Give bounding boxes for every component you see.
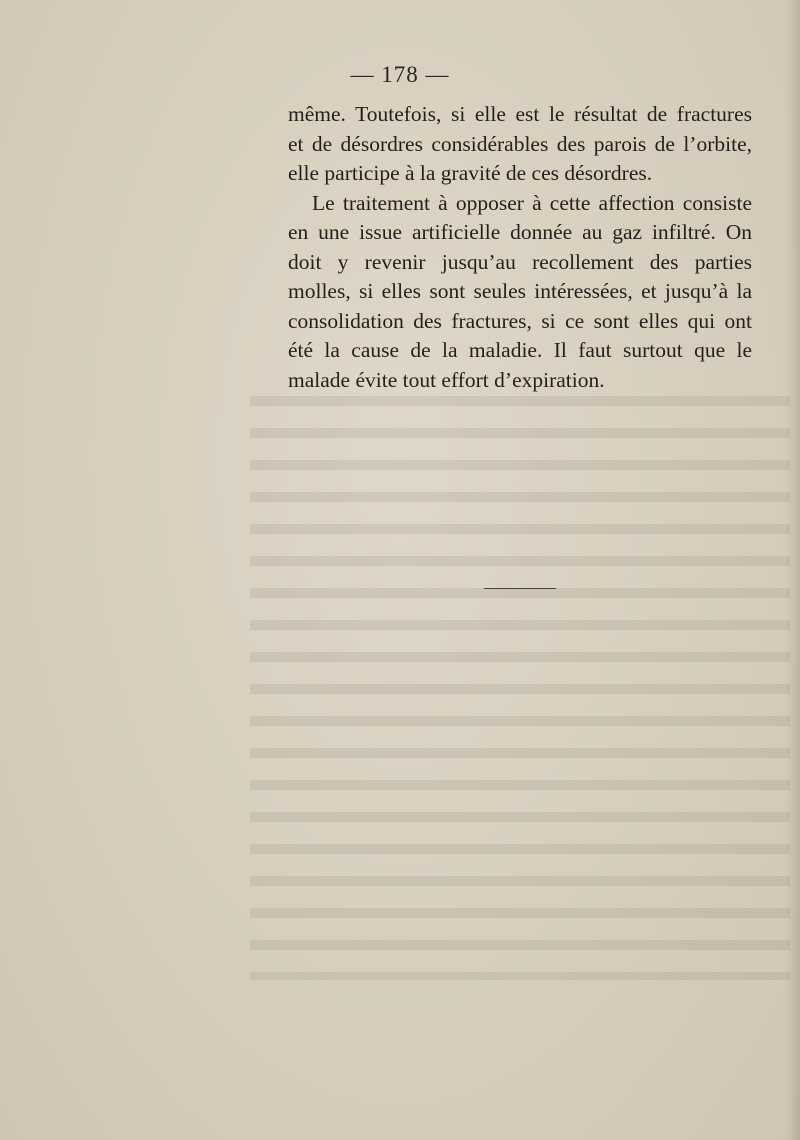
- paragraph-1: [288, 100, 752, 189]
- text-line: consolidation des fractures, si ce sont elles qui ont: [288, 308, 752, 333]
- body-text: [288, 100, 752, 395]
- text-line: et de désordres considérables des parois de l’orbite,: [288, 131, 752, 156]
- page-number: — 178 —: [350, 62, 450, 87]
- text-line: Le traitement à opposer à cette affection consiste: [312, 190, 752, 215]
- paragraph-2: [288, 189, 752, 396]
- section-divider: [484, 588, 556, 589]
- text-line: doit y revenir jusqu’au recollement des parties: [288, 249, 752, 274]
- text-line: même. Toutefois, si elle est le résultat de fractures: [288, 102, 752, 126]
- page-edge-shadow: [786, 0, 800, 1140]
- text-line: molles, si elles sont seules intéressées, et jusqu’à la: [288, 279, 752, 303]
- text-line: été la cause de la maladie. Il faut surtout que le: [288, 338, 752, 362]
- bleed-through-texture: [250, 380, 790, 980]
- text-line: elle participe à la gravité de ces désordres.: [288, 161, 653, 185]
- text-line: malade évite tout effort d’expiration.: [288, 367, 605, 392]
- text-line: en une issue artificielle donnée au gaz infiltré. On: [288, 220, 752, 244]
